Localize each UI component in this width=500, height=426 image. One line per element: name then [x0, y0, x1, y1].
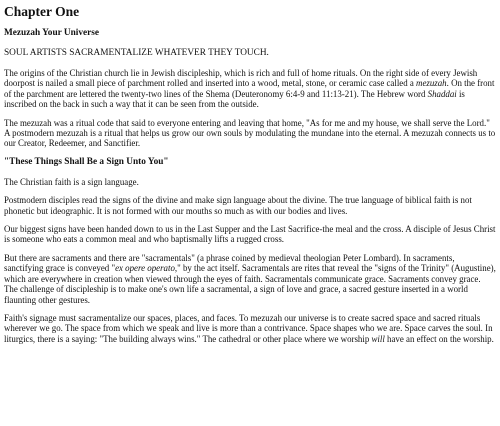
chapter-title: Chapter One	[4, 4, 80, 19]
section-heading-mezuzah: Mezuzah Your Universe	[4, 28, 100, 38]
paragraph-sacramentals	[4, 253, 496, 305]
section-heading-signs: "These Things Shall Be a Sign Unto You"	[4, 156, 169, 167]
paragraph-text: is inscribed on the back in such a way that it can be seen from the outside.	[4, 88, 465, 110]
paragraph-text: But there are sacraments and there are "sacramentals" (a phrase coined by medieval theologian Peter Lombard). In sacraments, sanctifying grace is conveyed "	[4, 252, 455, 274]
paragraph-biggest-signs: Our biggest signs have been handed down to us in the Last Supper and the Last Sacrifice-the meal and the cross. A disciple of Jesus Christ is someone who eats a common meal and who baptismally lifts a rugged cross.	[4, 224, 496, 245]
paragraph-text: . On the front of the parchment are lettered the twenty-two lines of the Shema (Deuteronomy 6:4-9 and 11:13-21). The Hebrew word	[4, 78, 495, 99]
paragraph-text: Faith's signage must sacramentalize our spaces, places, and faces. To mezuzah our universe is to create sacred space and sacred rituals wherever we go. The space from which we speak and live is more than a contrivance. Space shapes who we are. Space carves the soul. In liturgics, there is a saying: "The building always wins." The cathedral or other place where we worship	[4, 312, 493, 344]
paragraph-origins	[4, 68, 496, 110]
tagline: SOUL ARTISTS SACRAMENTALIZE WHATEVER THEY TOUCH.	[4, 48, 269, 58]
italic-term: mezuzah	[416, 78, 447, 89]
paragraph-text: have an effect on the worship.	[384, 333, 494, 344]
paragraph-text: ," by the act itself. Sacramentals are rites that reveal the "signs of the Trinity" (Augustine), which are everywhere in creation when viewed through the eyes of faith. Sacramentals communicate grace. Sacraments convey grace. The challenge of discipleship is to make one's own life a sacramental, a sign of love and grace, a sacred gesture inserted in a world flaunting other gestures.	[4, 263, 496, 305]
italic-term: Shaddai	[427, 88, 457, 99]
paragraph-signage	[4, 313, 496, 344]
italic-term: will	[371, 333, 385, 344]
paragraph-text: The origins of the Christian church lie in Jewish discipleship, which is rich and full of home rituals. On the right side of every Jewish doorpost is nailed a small piece of parchment rolled and inserted into a wood, metal, stone, or ceramic case called a	[4, 68, 478, 89]
paragraph-ritual-code: The mezuzah was a ritual code that said to everyone entering and leaving that home, "As for me and my house, we shall serve the Lord." A postmodern mezuzah is a ritual that helps us grow our own souls by modulating the mundane into the eternal. A mezuzah connects us to our Creator, Redeemer, and Sanctifier.	[4, 117, 496, 149]
italic-term: ex opere operato	[115, 263, 175, 274]
paragraph-postmodern-disciples: Postmodern disciples read the signs of the divine and make sign language about the divine. The true language of biblical faith is not phonetic but ideographic. It is not formed with our mouths so much as with our bodies and lives.	[4, 195, 472, 216]
paragraph-sign-language: The Christian faith is a sign language.	[4, 176, 139, 187]
